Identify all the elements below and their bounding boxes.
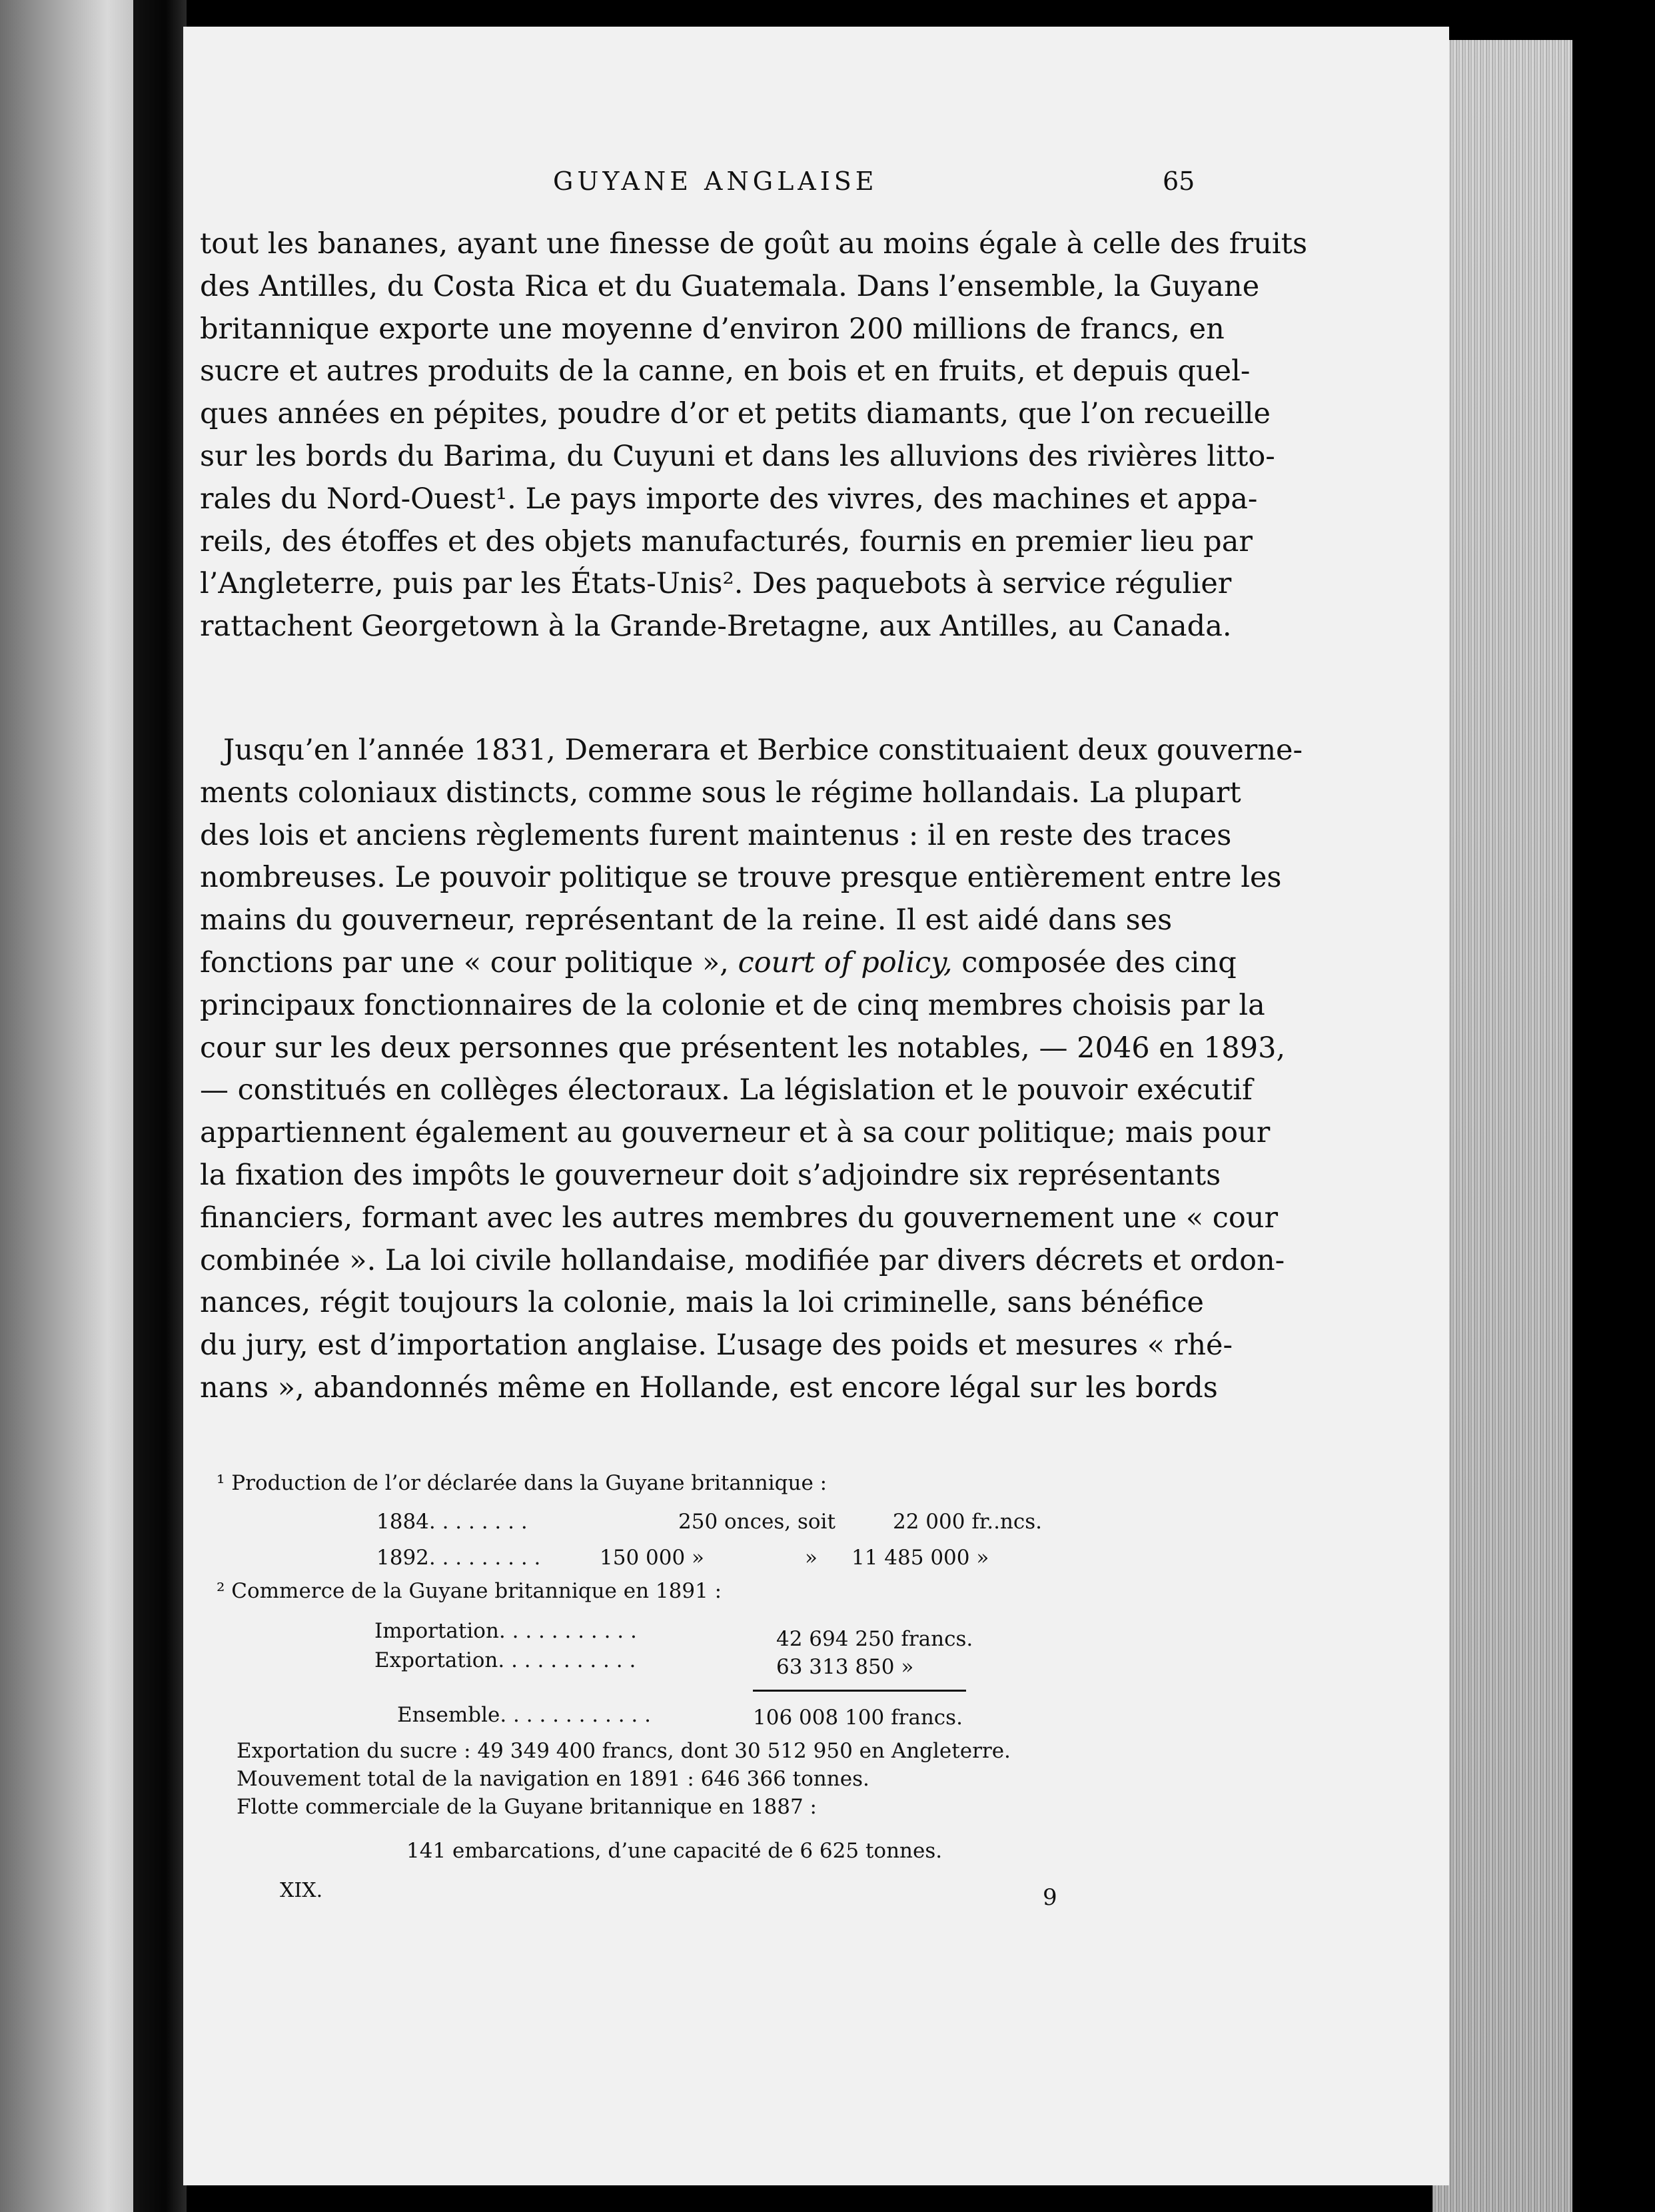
text-line: l’Angleterre, puis par les États-Unis². Des paquebots à service régulier [200,567,1232,601]
text-line: combinée ». La loi civile hollandaise, modifiée par divers décrets et ordon- [200,1243,1285,1277]
gold-value: 11 485 000 » [851,1546,989,1570]
text-line: Jusqu’en l’année 1831, Demerara et Berbice constituaient deux gouverne- [223,734,1303,767]
gold-year: 1892. . . . . . . . . [376,1546,541,1570]
gold-value: 22 000 fr..ncs. [893,1510,1043,1534]
text-line: mains du gouverneur, représentant de la reine. Il est aidé dans ses [200,903,1173,937]
text-line: nances, régit toujours la colonie, mais la loi criminelle, sans bénéfice [200,1286,1204,1320]
text-line: ments coloniaux distincts, comme sous le régime hollandais. La plupart [200,776,1241,810]
text-line: tout les bananes, ayant une finesse de goût au moins égale à celle des fruits [200,227,1308,261]
fleet-title-line: Flotte commerciale de la Guyane britannique en 1887 : [237,1795,817,1819]
text-line: sucre et autres produits de la canne, en bois et en fruits, et depuis quel- [200,354,1251,388]
page-number: 65 [1163,167,1195,196]
text-line: ques années en pépites, poudre d’or et petits diamants, que l’on recueille [200,397,1271,431]
sum-rule [753,1690,966,1692]
trade-value: 42 694 250 francs. [776,1627,973,1651]
text-line: reils, des étoffes et des objets manufacturés, fournis en premier lieu par [200,524,1253,558]
gold-quantity: 250 onces, soit [678,1510,835,1534]
trade-total-label: Ensemble. . . . . . . . . . . . [397,1703,651,1727]
text-line: la fixation des impôts le gouverneur doit s’adjoindre six représentants [200,1158,1221,1192]
footnote-1-title: ¹ Production de l’or déclarée dans la Guyane britannique : [217,1471,828,1495]
text-line: — constitués en collèges électoraux. La législation et le pouvoir exécutif [200,1073,1253,1107]
text-line: des Antilles, du Costa Rica et du Guatemala. Dans l’ensemble, la Guyane [200,269,1260,303]
text-line: des lois et anciens règlements furent maintenus : il en reste des traces [200,818,1232,852]
gold-quantity: 150 000 » [600,1546,705,1570]
text-line: britannique exporte une moyenne d’environ 200 millions de francs, en [200,312,1225,346]
text-line: rales du Nord-Ouest¹. Le pays importe des vivres, des machines et appa- [200,482,1258,516]
text-span: composée des cinq [952,945,1237,979]
text-line: sur les bords du Barima, du Cuyuni et dans les alluvions des rivières litto- [200,439,1275,473]
text-line: appartiennent également au gouverneur et à sa cour politique; mais pour [200,1116,1271,1150]
trade-value: 63 313 850 » [776,1655,914,1679]
text-line: cour sur les deux personnes que présentent les notables, — 2046 en 1893, [200,1031,1286,1065]
text-line: rattachent Georgetown à la Grande-Bretagne, aux Antilles, au Canada. [200,610,1232,644]
text-line: principaux fonctionnaires de la colonie et de cinq membres choisis par la [200,988,1265,1022]
sugar-export-line: Exportation du sucre : 49 349 400 francs, dont 30 512 950 en Angleterre. [237,1739,1011,1763]
text-span: fonctions par une « cour politique », [200,945,738,979]
italic-term: court of policy, [738,945,953,979]
gold-year: 1884. . . . . . . . [376,1510,528,1534]
gold-ditto-mark: » [805,1546,818,1570]
text-line: du jury, est d’importation anglaise. L’usage des poids et mesures « rhé- [200,1329,1233,1363]
fleet-detail-line: 141 embarcations, d’une capacité de 6 625 tonnes. [406,1839,943,1863]
text-line: financiers, formant avec les autres membres du gouvernement une « cour [200,1201,1279,1235]
trade-total-value: 106 008 100 francs. [753,1706,963,1730]
footnote-2-title: ² Commerce de la Guyane britannique en 1891 : [217,1579,722,1603]
running-head-title: GUYANE ANGLAISE [553,167,878,196]
sheet-number: 9 [1043,1884,1057,1911]
navigation-line: Mouvement total de la navigation en 1891 : 646 366 tonnes. [237,1767,869,1791]
trade-label: Importation. . . . . . . . . . . [374,1619,637,1643]
text-line: nans », abandonnés même en Hollande, est encore légal sur les bords [200,1371,1218,1404]
trade-label: Exportation. . . . . . . . . . . [374,1648,636,1672]
text-line: nombreuses. Le pouvoir politique se trouve presque entièrement entre les [200,861,1282,895]
signature-mark: XIX. [280,1879,323,1902]
